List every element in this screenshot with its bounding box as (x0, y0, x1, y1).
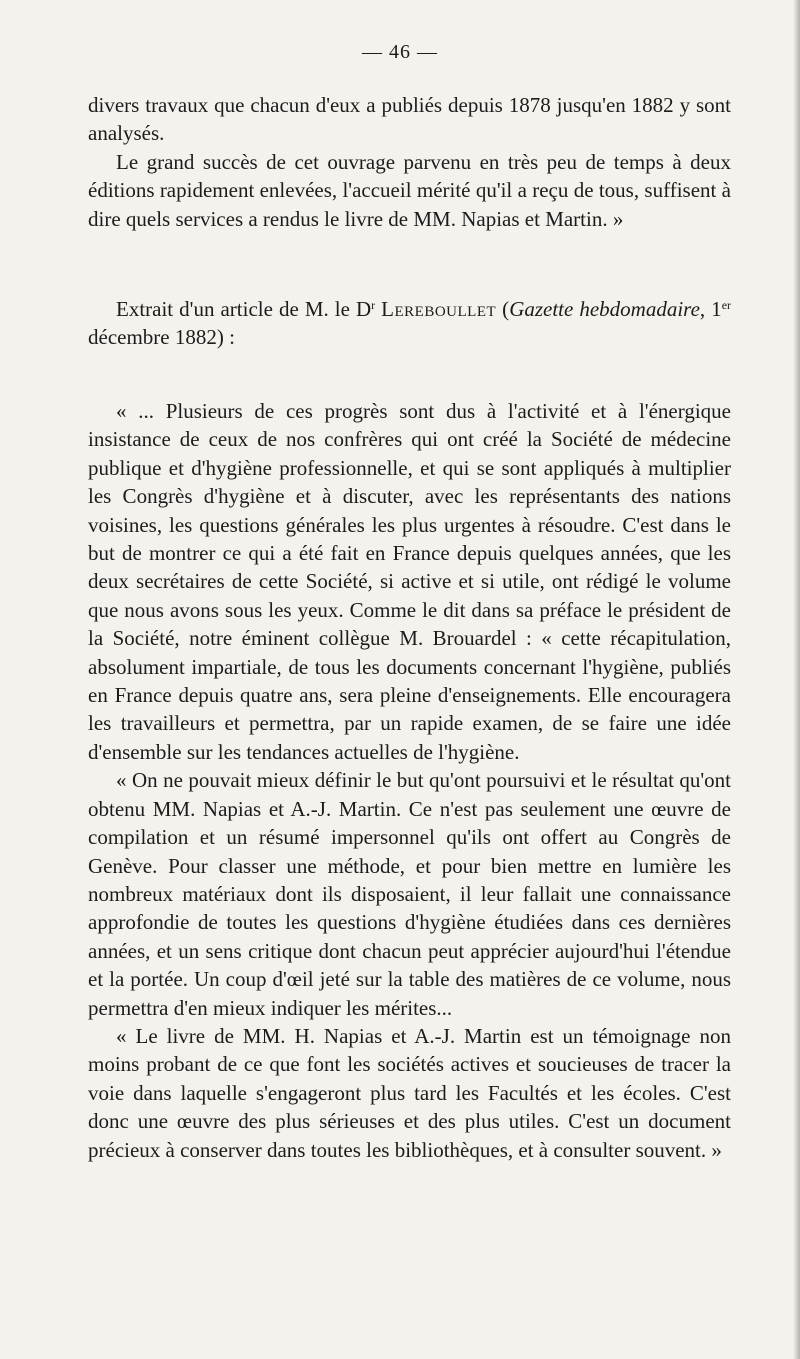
page-edge-shadow (793, 0, 800, 1359)
extract-dr-superscript: r (371, 298, 376, 312)
quote-paragraph-2: « On ne pouvait mieux définir le but qu'ont poursuivi et le résultat qu'ont obtenu MM. Napias et A.-J. Martin. Ce n'est pas seulement une œuvre de compilation et un résumé impersonnel qu'ils ont offert au Congrès de Genève. Pour classer une méthode, et pour bien mettre en lumière les nombreux matériaux dont ils disposaient, il leur fallait une connaissance approfondie de toutes les questions d'hygiène étudiées dans ces dernières années, et un sens critique dont chacun peut apprécier aujourd'hui l'étendue et la portée. Un coup d'œil jeté sur la table des matières de ce volume, nous permettra d'en mieux indiquer les mérites... (88, 768, 731, 1020)
extract-journal: Gazette hebdomadaire (509, 297, 700, 321)
quote-paragraph-1: « ... Plusieurs de ces progrès sont dus à l'activité et à l'énergique insistance de ceux de nos confrères qui ont créé la Société de médecine publique et d'hygiène professionnelle, et qui se sont appliqués à multiplier les Congrès d'hygiène et à discuter, avec les représentants des nations voisines, les questions générales les plus urgentes à résoudre. C'est dans le but de montrer ce qui a été fait en France depuis quelques années, que les deux secrétaires de cette Société, si active et si utile, ont rédigé le volume que nous avons sous les yeux. Comme le dit dans sa préface le président de la Société, notre éminent collègue M. Brouardel : « cette récapitulation, absolument impartiale, de tous les documents concernant l'hygiène, publiés en France depuis quatre ans, sera pleine d'enseignements. Elle encouragera les travailleurs et permettra, par un rapide examen, de se faire une idée d'ensemble sur les tendances actuelles de l'hygiène. (88, 399, 731, 764)
extract-prefix: Extrait d'un article de M. le D (116, 297, 372, 321)
quote-paragraph-3: « Le livre de MM. H. Napias et A.-J. Martin est un témoignage non moins probant de ce que font les sociétés actives et soucieuses de tracer la voie dans laquelle s'engageront plus tard les Facultés et les écoles. C'est donc une œuvre des plus sérieuses et des plus utiles. C'est un document précieux à conserver dans toutes les bibliothèques, et à consulter souvent. » (88, 1023, 731, 1162)
extract-paren-open: ( (496, 297, 510, 321)
intro-text (88, 91, 731, 233)
extract-date-superscript: er (721, 298, 732, 312)
extract-citation (88, 295, 731, 352)
extract-date-a: , 1 (699, 297, 722, 321)
page-number: — 46 — (362, 41, 438, 63)
quoted-article (88, 397, 731, 1164)
extract-author: Lereboullet (381, 297, 497, 321)
extract-date-b: décembre 1882) : (88, 325, 235, 350)
intro-paragraph-2: Le grand succès de cet ouvrage parvenu en très peu de temps à deux éditions rapidement enlevées, l'accueil mérité qu'il a reçu de tous, suffisent à dire quels services a rendus le livre de MM. Napias et Martin. » (88, 149, 731, 231)
intro-paragraph-1: divers travaux que chacun d'eux a publiés depuis 1878 jusqu'en 1882 y sont analysés. (88, 93, 731, 146)
extract-heading (88, 295, 731, 352)
